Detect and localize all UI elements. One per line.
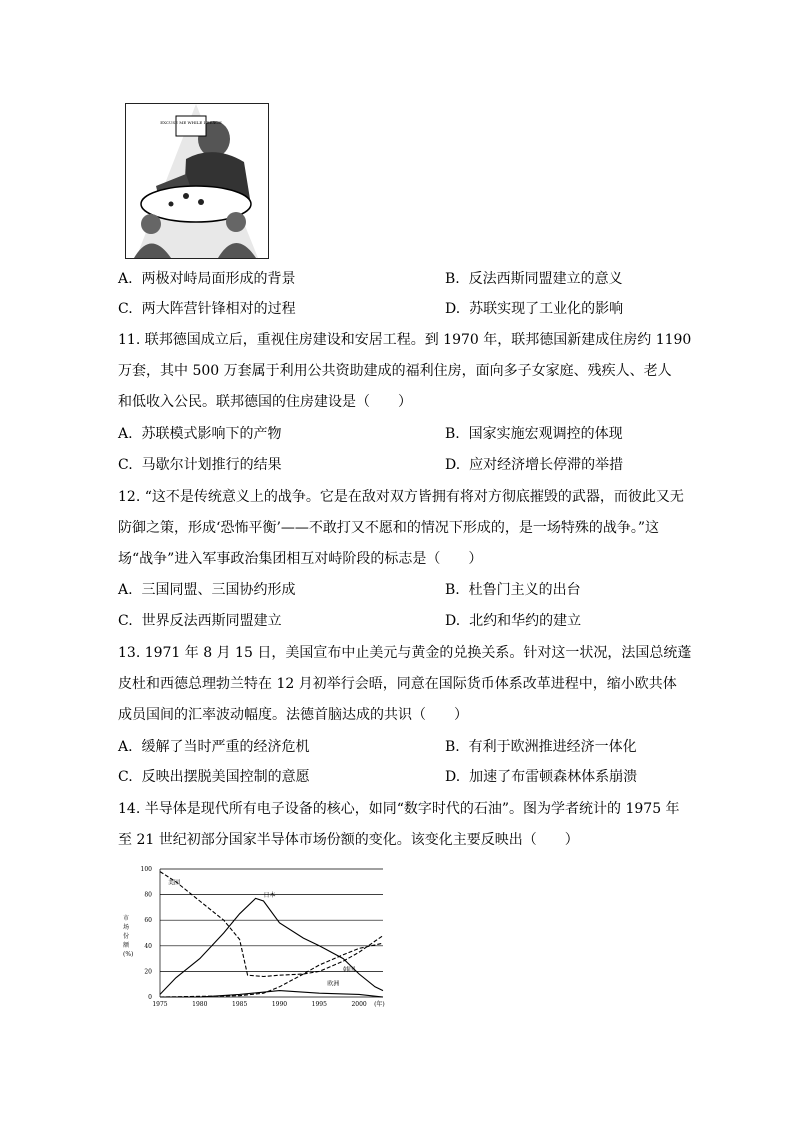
- y-tick-label: 80: [144, 891, 152, 899]
- q12-option-a[interactable]: A. 三国同盟、三国协约形成: [118, 582, 296, 598]
- q12-stem-line: 12. “这不是传统意义上的战争。它是在敌对双方皆拥有将对方彻底摧毁的武器，而彼此又无: [118, 489, 684, 505]
- q13-stem-line: 皮杜和西德总理勃兰特在 12 月初举行会晤，同意在国际货币体系改革进程中，缩小欧共体: [118, 676, 677, 692]
- q14-stem-line: 14. 半导体是现代所有电子设备的核心，如同“数字时代的石油”。图为学者统计的 1975 年: [118, 801, 680, 817]
- q12-option-c[interactable]: C. 世界反法西斯同盟建立: [118, 613, 282, 629]
- q11-stem-line: 和低收入公民。联邦德国的住房建设是（ ）: [118, 394, 412, 410]
- y-label-char: 额: [123, 942, 130, 949]
- y-label-char: 场: [123, 924, 130, 931]
- q13-option-a[interactable]: A. 缓解了当时严重的经济危机: [118, 739, 310, 755]
- series-label: 日本: [263, 892, 276, 900]
- y-label-char: (%): [123, 951, 134, 958]
- q13-option-b[interactable]: B. 有利于欧洲推进经济一体化: [445, 739, 637, 755]
- q12-stem-line: 场“战争”进入军事政治集团相互对峙阶段的标志是（ ）: [118, 551, 483, 567]
- market-share-chart: [115, 862, 390, 1012]
- y-label-char: 份: [123, 933, 130, 940]
- chart-lines: [160, 872, 383, 997]
- q11-option-a[interactable]: A. 苏联模式影响下的产物: [118, 426, 282, 442]
- x-tick-label: 1980: [192, 1001, 208, 1008]
- series-label: 美国: [167, 879, 180, 887]
- x-tick-label: 1995: [311, 1001, 327, 1008]
- chart-x-ticks: [152, 1000, 384, 1008]
- q10-option-d[interactable]: D. 苏联实现了工业化的影响: [445, 301, 624, 317]
- cartoon-image: [125, 103, 269, 259]
- x-tick-label: 1985: [232, 1001, 248, 1008]
- q11-stem-line: 万套，其中 500 万套属于利用公共资助建成的福利住房，面向多子女家庭、残疾人、老人: [118, 363, 672, 379]
- q10-option-c[interactable]: C. 两大阵营针锋相对的过程: [118, 301, 296, 317]
- q13-option-c[interactable]: C. 反映出摆脱美国控制的意愿: [118, 769, 310, 785]
- y-tick-label: 100: [140, 866, 152, 873]
- q11-option-d[interactable]: D. 应对经济增长停滞的举措: [445, 457, 624, 473]
- q12-stem-line: 防御之策，形成‘恐怖平衡’——不敢打又不愿和的情况下形成的，是一场特殊的战争。”这: [118, 520, 660, 536]
- q13-stem-line: 13. 1971 年 8 月 15 日，美国宣布中止美元与黄金的兑换关系。针对这一状况，法国总统蓬: [118, 645, 692, 661]
- q11-option-c[interactable]: C. 马歇尔计划推行的结果: [118, 457, 282, 473]
- q12-option-b[interactable]: B. 杜鲁门主义的出台: [445, 582, 581, 598]
- series-label: 韩国: [343, 966, 356, 974]
- chart-y-label: [123, 914, 133, 958]
- q13-option-d[interactable]: D. 加速了布雷顿森林体系崩溃: [445, 769, 638, 785]
- q11-option-b[interactable]: B. 国家实施宏观调控的体现: [445, 426, 623, 442]
- x-tick-label: 1990: [271, 1001, 288, 1008]
- series-label: 欧洲: [327, 980, 340, 988]
- y-label-char: 市: [123, 915, 130, 922]
- x-axis-label: (年): [374, 1001, 385, 1008]
- q10-option-a[interactable]: A. 两极对峙局面形成的背景: [118, 271, 296, 287]
- y-tick-label: 20: [144, 968, 152, 976]
- series-line: [160, 898, 383, 994]
- q11-stem-line: 11. 联邦德国成立后，重视住房建设和安居工程。到 1970 年，联邦德国新建成住房约 1190: [118, 332, 692, 348]
- x-tick-label: 2000: [351, 1001, 367, 1008]
- x-tick-label: 1975: [152, 1001, 168, 1008]
- cartoon-caption: EXCUSE ME WHILE I REACH: [160, 120, 222, 125]
- q14-stem-line: 至 21 世纪初部分国家半导体市场份额的变化。该变化主要反映出（ ）: [118, 832, 579, 848]
- chart-grid: [160, 869, 383, 997]
- chart-y-ticks: [141, 866, 153, 1001]
- series-line: [160, 872, 383, 977]
- y-tick-label: 0: [148, 994, 152, 1001]
- q12-option-d[interactable]: D. 北约和华约的建立: [445, 613, 582, 629]
- q10-option-b[interactable]: B. 反法西斯同盟建立的意义: [445, 271, 623, 287]
- q13-stem-line: 成员国间的汇率波动幅度。法德首脑达成的共识（ ）: [118, 707, 468, 723]
- y-tick-label: 60: [144, 917, 152, 925]
- y-tick-label: 40: [144, 942, 152, 950]
